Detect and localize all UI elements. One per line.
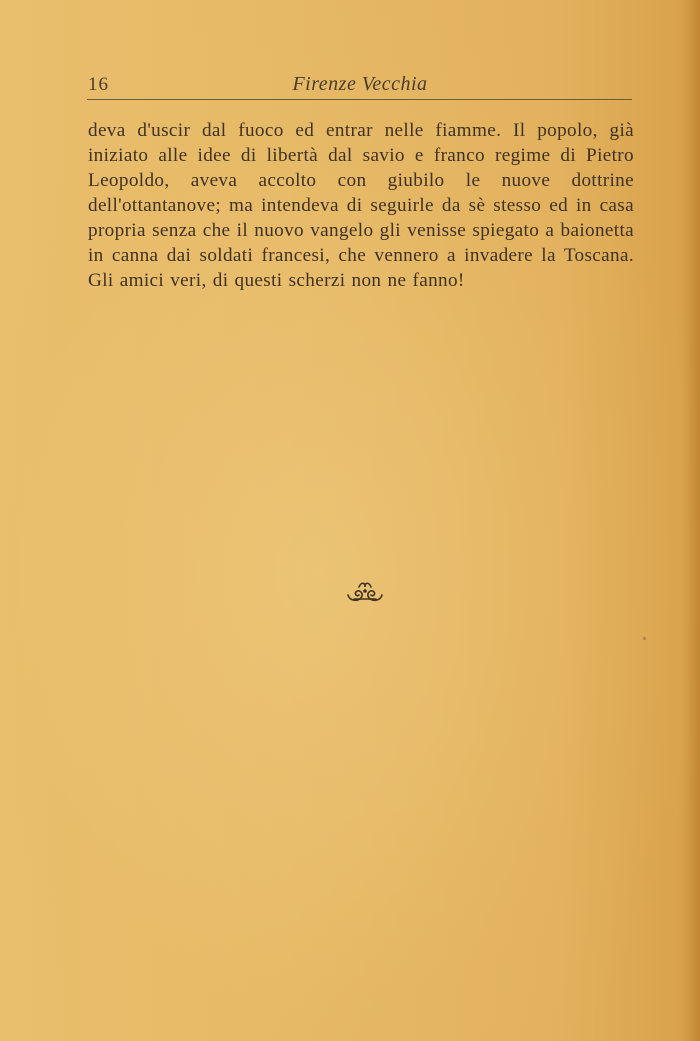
paper-speck bbox=[643, 637, 646, 640]
scroll-flourish-icon bbox=[262, 578, 472, 606]
running-title: Firenze Vecchia bbox=[292, 73, 428, 95]
body-paragraph: deva d'uscir dal fuoco ed entrar nelle fiamme. Il popolo, già iniziato alle idee di libertà dal savio e franco regime di Pietro Leopoldo, aveva accolto con giubilo le nuove dottrine dell'ottantanove; ma intendeva di seguirle da sè stesso ed in casa propria senza che il nuovo vangelo gli venisse spiegato a baionetta in canna dai soldati francesi, che vennero a invadere la Toscana. Gli amici veri, di questi scherzi non ne fanno! bbox=[88, 120, 634, 291]
page-number: 16 bbox=[88, 74, 109, 95]
page-header bbox=[88, 68, 632, 102]
header-rule bbox=[87, 99, 632, 100]
page-edge-shadow bbox=[688, 0, 700, 1041]
